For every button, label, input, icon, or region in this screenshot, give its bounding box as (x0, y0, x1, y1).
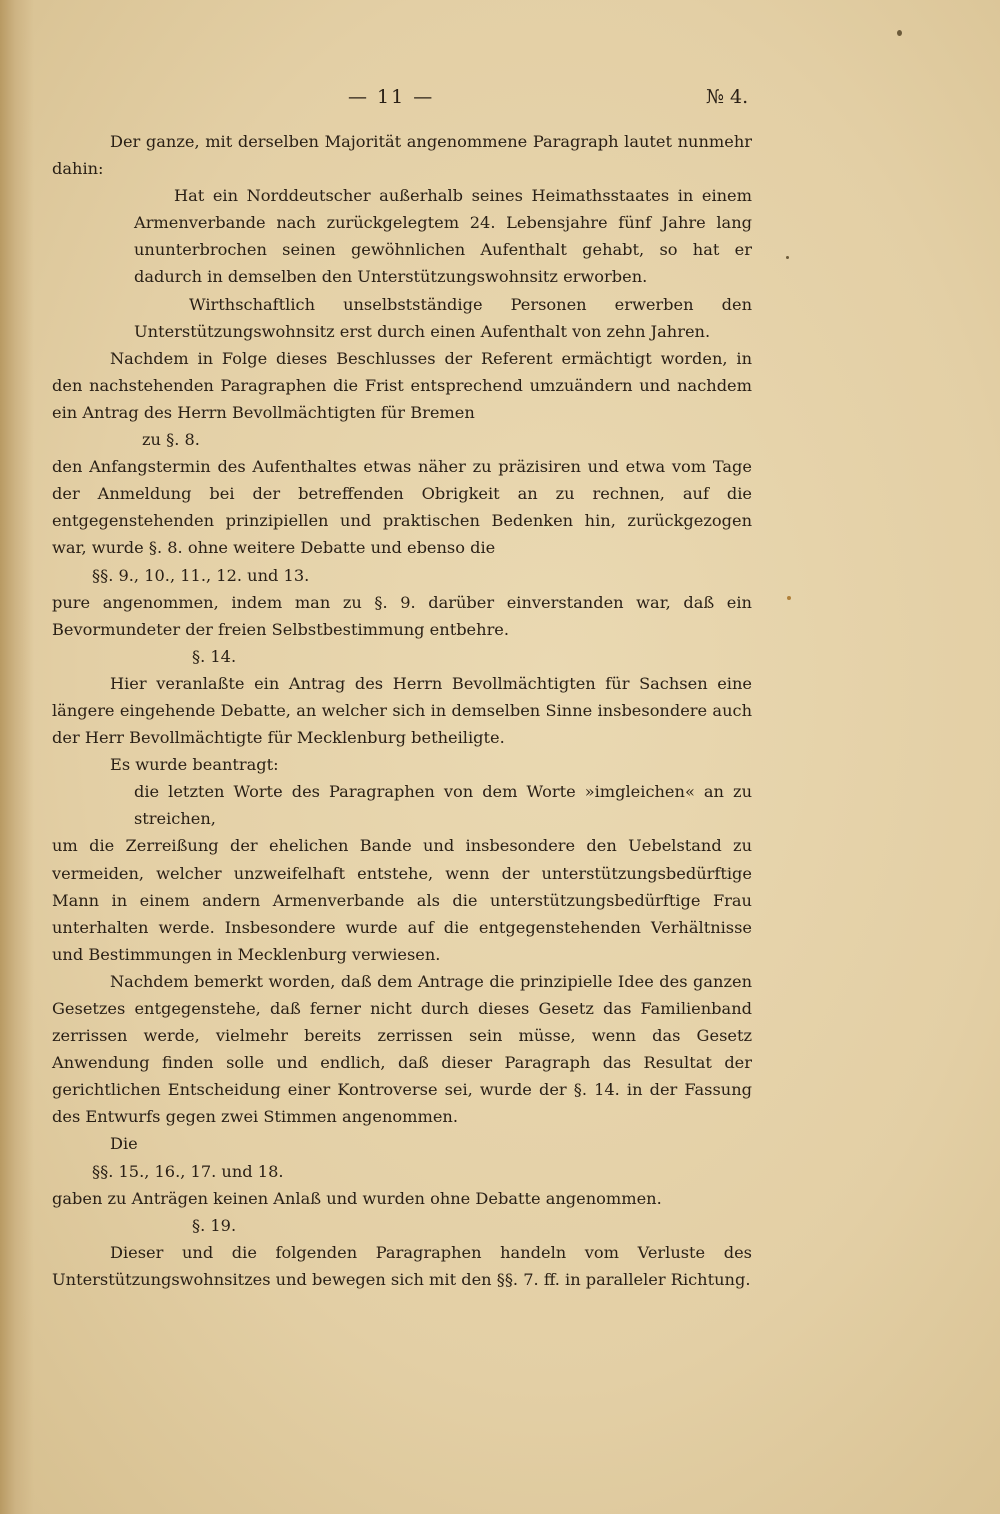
paragraph: Nachdem in Folge dieses Beschlusses der Referent ermächtigt worden, in den nachstehenden Paragraphen die Frist entsprechend umzuändern und nachdem ein Antrag des Herrn Bevollmächtigten für Bremen (52, 348, 752, 422)
paragraph: Der ganze, mit derselben Majorität angenommene Paragraph lautet nunmehr dahin: (52, 132, 752, 179)
paragraph: Nachdem bemerkt worden, daß dem Antrage die prinzipielle Idee des ganzen Gesetzes entgegenstehe, daß ferner nicht durch dieses Gesetz das Familienband zerrissen werde, vielmehr bereits zerrissen sein müsse, wenn das Gesetz Anwendung finden solle und endlich, daß dieser Paragraph das Resultat der gerichtlichen Entscheidung einer Kontroverse sei, wurde der §. 14. in der Fassung des Entwurfs gegen zwei Stimmen angenommen. (52, 971, 752, 1127)
quoted-paragraph: Wirthschaftlich unselbstständige Personen erwerben den Unterstützungswohnsitz erst durch einen Aufenthalt von zehn Jahren. (134, 294, 752, 341)
section-heading: §§. 9., 10., 11., 12. und 13. (92, 565, 310, 585)
paragraph: Dieser und die folgenden Paragraphen handeln vom Verluste des Unterstützungswohnsitzes und bewegen sich mit den §§. 7. ff. in paralleler Richtung. (52, 1242, 752, 1289)
page-number: — 11 — (348, 86, 435, 108)
paragraph: pure angenommen, indem man zu §. 9. darüber einverstanden war, daß ein Bevormundeter der freien Selbstbestimmung entbehre. (52, 592, 752, 639)
section-heading: §. 19. (192, 1215, 237, 1235)
page-binding-edge (0, 0, 34, 1514)
paper-speck (897, 30, 902, 36)
paragraph: um die Zerreißung der ehelichen Bande und insbesondere den Uebelstand zu vermeiden, welcher unzweifelhaft entstehe, wenn der unterstützungsbedürftige Mann in einem andern Armenverbande als die unterstützungsbedürftige Frau unterhalten werde. Insbesondere wurde auf die entgegenstehenden Verhältnisse und Bestimmungen in Mecklenburg verwiesen. (52, 836, 752, 964)
paper-speck (786, 256, 789, 259)
document-body (52, 128, 752, 1293)
paragraph: Es wurde beantragt: (110, 755, 279, 775)
quoted-paragraph: Hat ein Norddeutscher außerhalb seines Heimathsstaates in einem Armenverbande nach zurückgelegtem 24. Lebensjahre fünf Jahre lang ununterbrochen seinen gewöhnlichen Aufenthalt gehabt, so hat er dadurch in demselben den Unterstützungswohnsitz erworben. (134, 186, 752, 287)
paragraph: gaben zu Anträgen keinen Anlaß und wurden ohne Debatte angenommen. (52, 1188, 662, 1208)
quoted-motion: die letzten Worte des Paragraphen von dem Worte »imgleichen« an zu streichen, (134, 782, 752, 829)
document-number: № 4. (706, 86, 749, 108)
section-heading: zu §. 8. (142, 430, 200, 450)
section-heading: §. 14. (192, 646, 237, 666)
paragraph: Hier veranlaßte ein Antrag des Herrn Bevollmächtigten für Sachsen eine längere eingehende Debatte, an welcher sich in demselben Sinne insbesondere auch der Herr Bevollmächtigte für Mecklenburg betheiligte. (52, 673, 752, 748)
page-header (0, 86, 1000, 116)
paragraph: Die (110, 1134, 138, 1154)
paragraph: den Anfangstermin des Aufenthaltes etwas näher zu präzisiren und etwa vom Tage der Anmeldung bei der betreffenden Obrigkeit an zu rechnen, auf die entgegenstehenden prinzipiellen und praktischen Bedenken hin, zurückgezogen war, wurde §. 8. ohne weitere Debatte und ebenso die (52, 457, 752, 558)
section-heading: §§. 15., 16., 17. und 18. (92, 1161, 284, 1181)
paper-speck (787, 596, 791, 600)
